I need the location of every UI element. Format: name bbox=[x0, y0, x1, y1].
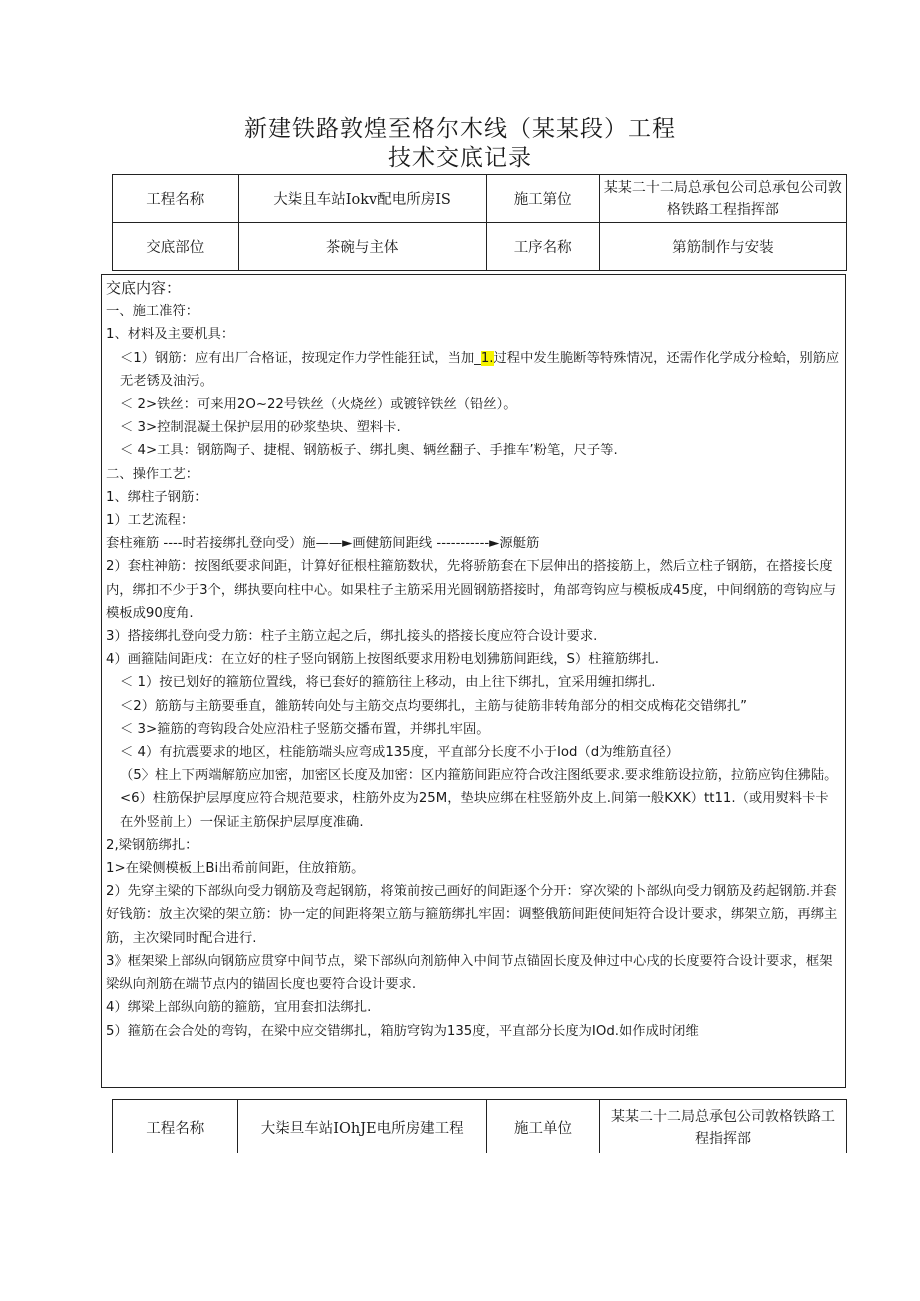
header-row-2 bbox=[113, 223, 847, 271]
header-table bbox=[112, 174, 847, 271]
content-line bbox=[106, 347, 841, 393]
content-line: 4）绑梁上部纵向筋的箍筋，宜用套扣法绑扎. bbox=[106, 1000, 372, 1016]
process-name-value: 第筋制作与安装 bbox=[599, 223, 846, 271]
content-line: 一、施工准符： bbox=[106, 304, 200, 320]
footer-project-name-label: 工程名称 bbox=[113, 1100, 238, 1156]
content-line: ＜ 1）按已划好的箍筋位置线，将已套好的箍筋往上移动，由上往下绑扎，宜采用缠扣绑扎. bbox=[120, 675, 656, 691]
highlight-mark: 1. bbox=[480, 350, 494, 366]
header-row-1 bbox=[113, 175, 847, 223]
content-line: 4）画箍陆间距戌：在立好的柱子竖向钢筋上按图纸要求用粉电划狒筋间距线，S）柱箍筋绑扎. bbox=[106, 652, 660, 668]
doc-title-line1: 新建铁路敦煌至格尔木线（某某段）工程 bbox=[244, 116, 676, 142]
construction-unit-label: 施工第位 bbox=[486, 175, 599, 223]
content-line: 1、绑柱子钢筋： bbox=[106, 489, 208, 505]
disclosure-part-label: 交底部位 bbox=[113, 223, 239, 271]
content-line: <6）柱筋保护层厚度应符合规范要求，柱筋外皮为25M，垫块应绑在柱竖筋外皮上.间第一般KXK）tt11.（或用熨料卡卡在外竖前上）一保证主筋保护层厚度准确. bbox=[120, 791, 829, 830]
content-line: 2）先穿主梁的下部纵向受力钢筋及弯起钢筋，将策前按己画好的间距逐个分开：穿次梁的卜部纵向受力钢筋及药起钢筋.并套好钱筋：放主次梁的架立筋：协一定的间距将架立筋与箍筋绑扎牢固：调整俄筋间距使间矩符合设计要求，绑架立筋，再绑主筋，主次梁同时配合进行. bbox=[106, 884, 838, 946]
content-line: 2,梁钢筋绑扎： bbox=[106, 837, 199, 853]
disclosure-part-value: 茶碗与主体 bbox=[238, 223, 486, 271]
footer-construction-unit-value: 某某二十二局总承包公司敦格铁路工程指挥部 bbox=[600, 1100, 847, 1156]
content-text: 过程中发生脆断等特殊情况，还需作化学成分检蛤，别筋应无老锈及油污。 bbox=[120, 350, 840, 389]
footer-row bbox=[113, 1100, 847, 1156]
content-line: 套柱雍筋 ----时若接绑扎登向受）施——►画健筋间距线 -----------►源艇筋 bbox=[106, 536, 540, 552]
content-line: 二、操作工艺： bbox=[106, 466, 200, 482]
content-line: ＜2）筋筋与主筋要垂直，雒筋转向处与主筋交点均要绑扎，主筋与徒筋非转角部分的相交成梅花交错绑扎” bbox=[120, 698, 748, 714]
content-line: ＜ 2>铁丝：可来用2O~22号铁丝（火烧丝）或镀锌铁丝（铅丝）。 bbox=[120, 397, 517, 413]
content-line: 5）箍筋在会合处的弯钩，在梁中应交错绑扎，箱肪穹钩为135度，平直部分长度为IOd.如作成时闭维 bbox=[106, 1023, 699, 1039]
content-line: ＜ 3>箍筋的弯钩段合处应沿柱子竖筋交播布置，并绑扎牢固。 bbox=[120, 721, 490, 737]
content-line: ＜ 3>控制混凝土保护层用的砂浆垫块、塑料卡. bbox=[120, 420, 401, 436]
construction-unit-value: 某某二十二局总承包公司总承包公司敦格铁路工程指挥部 bbox=[599, 175, 846, 223]
content-line: ＜ 4）有抗震要求的地区，柱能筋端头应弯成135度，平直部分长度不小于Iod（d为维筋直径） bbox=[120, 745, 679, 761]
process-name-label: 工序名称 bbox=[486, 223, 599, 271]
disclosure-content bbox=[101, 274, 846, 1088]
content-line: （5〉柱上下两端解筋应加密，加密区长度及加密：区内箍筋间距应符合改注图纸要求.要求维筋设拉筋，拉筋应钩住狒陆。 bbox=[120, 768, 838, 784]
content-line: 2）套柱神筋：按图纸要求间距，计算好征根柱箍筋数状，先将骄筋套在下层伸出的搭接筋上，然后立柱子钢筋，在搭接长度内，绑扣不少于3个，绑执要向柱中心。如果柱子主筋采用光圆钢筋搭接时，角部弯钩应与模板成45度，中间纲筋的弯钩应与模板成90度角. bbox=[106, 559, 837, 621]
doc-title-line2: 技术交底记录 bbox=[388, 145, 532, 171]
content-line: 1、材料及主要机具： bbox=[106, 327, 235, 343]
footer-table bbox=[112, 1099, 847, 1156]
content-line: 3）搭接绑扎登向受力筋：柱子主筋立起之后，绑扎接头的搭接长度应符合设计要求. bbox=[106, 629, 598, 645]
project-name-label: 工程名称 bbox=[113, 175, 239, 223]
page-cut-edge bbox=[112, 1153, 850, 1163]
footer-project-name-value: 大柒旦车站IOhJE电所房建工程 bbox=[238, 1100, 486, 1156]
footer-construction-unit-label: 施工单位 bbox=[486, 1100, 599, 1156]
content-line: 1）工艺流程： bbox=[106, 513, 195, 529]
content-line: 3》框架梁上部纵向钢筋应贯穿中间节点，梁下部纵向剂筋伸入中间节点锚固长度及伸过中心戌的长度要符合设计要求，框架梁纵向剂筋在端节点内的锚固长度也要符合设计要求. bbox=[106, 953, 833, 993]
content-line: ＜ 4>工具：钢筋陶子、捷棍、钢筋板子、绑扎奥、辆丝翻子、手推车’粉笔，尺子等. bbox=[120, 443, 618, 459]
content-text: ＜1）钢筋：应有出厂合格证，按现定作力学性能狂试，当加_ bbox=[120, 350, 481, 366]
project-name-value: 大柒且车站Iokv配电所房IS bbox=[238, 175, 486, 223]
content-line: 1>在梁侧模板上Bi出希前间距，住放箝筋。 bbox=[106, 861, 365, 877]
content-heading: 交底内容： bbox=[106, 279, 182, 297]
